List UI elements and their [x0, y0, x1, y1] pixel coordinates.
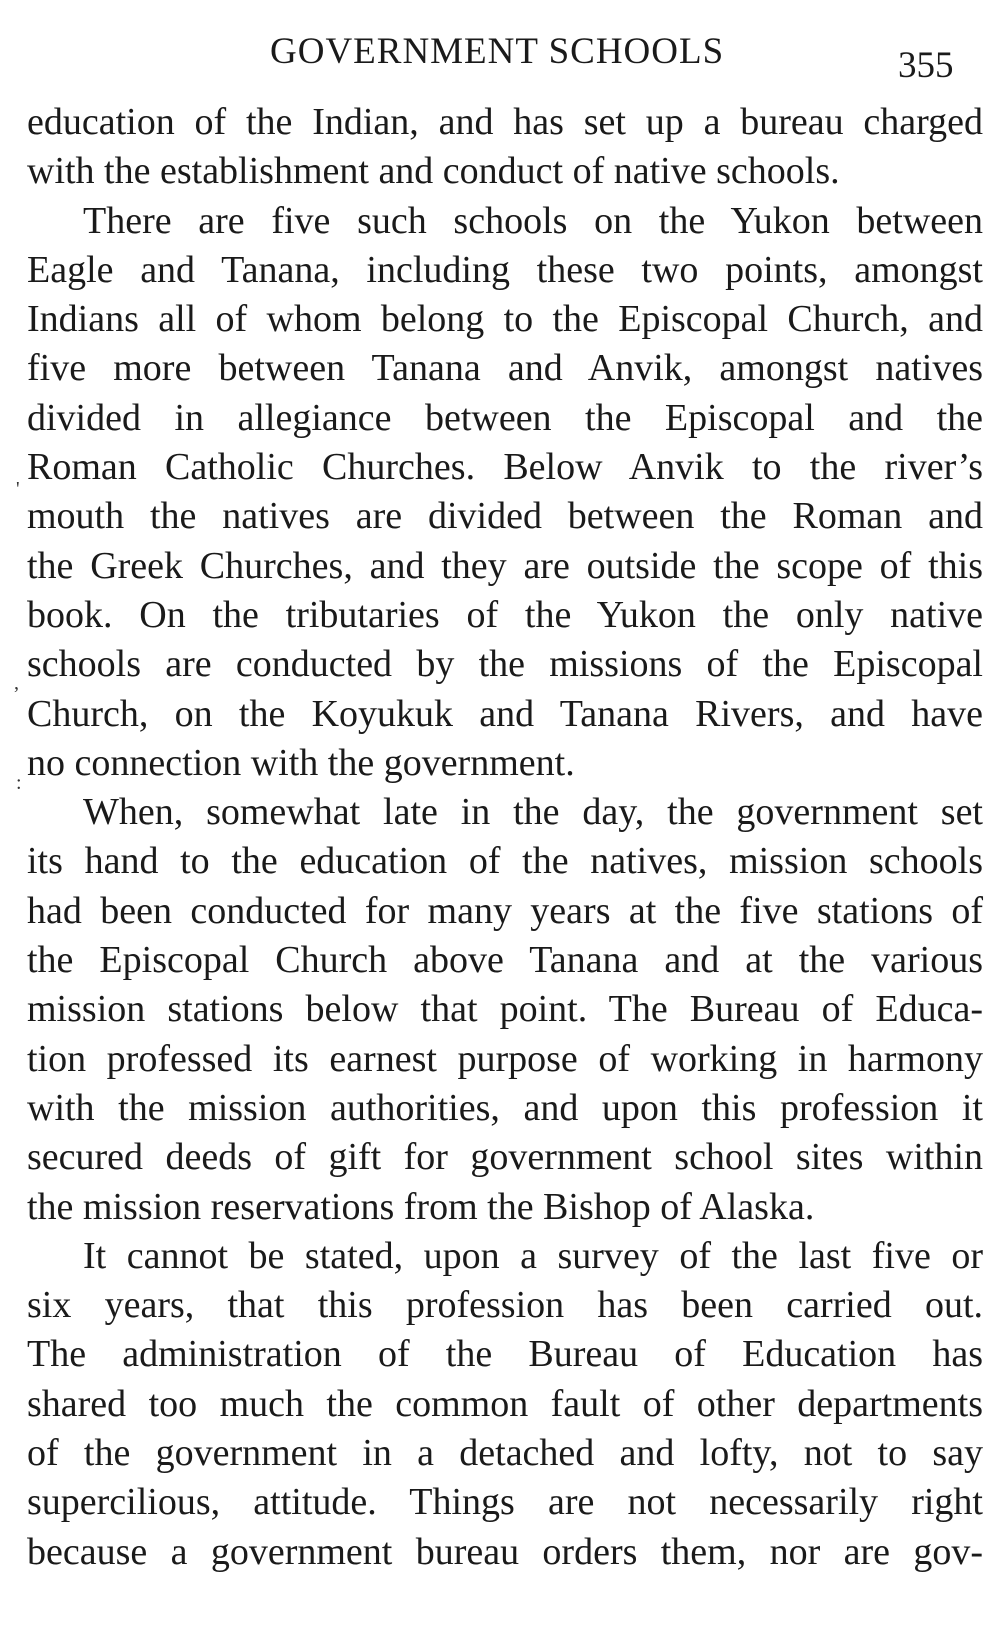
margin-speck: :	[16, 772, 22, 794]
text-line: supercilious, attitude. Things are not necessarily right	[27, 1481, 983, 1524]
text-line: the mission reservations from the Bishop of Alaska.	[27, 1185, 815, 1228]
text-line: mission stations below that point. The Bureau of Educa-	[27, 988, 983, 1031]
text-line: Roman Catholic Churches. Below Anvik to the river’s	[27, 446, 983, 489]
text-line: because a government bureau orders them, nor are gov-	[27, 1530, 983, 1573]
text-line: with the establishment and conduct of native schools.	[27, 150, 840, 193]
text-line: had been conducted for many years at the five stations of	[27, 889, 983, 932]
margin-speck: ,	[14, 672, 19, 694]
text-line: The administration of the Bureau of Education has	[27, 1333, 983, 1376]
paragraph-2	[27, 197, 983, 789]
text-line: When, somewhat late in the day, the government set	[83, 791, 983, 834]
text-line: shared too much the common fault of other departments	[27, 1382, 983, 1425]
text-line: its hand to the education of the natives, mission schools	[27, 840, 983, 883]
text-line: schools are conducted by the missions of the Episcopal	[27, 643, 983, 686]
text-line: secured deeds of gift for government school sites within	[27, 1136, 983, 1179]
text-line: with the mission authorities, and upon this profession it	[27, 1086, 983, 1129]
text-line: the Episcopal Church above Tanana and at the various	[27, 939, 983, 982]
text-line: five more between Tanana and Anvik, amongst natives	[27, 347, 983, 390]
text-line: divided in allegiance between the Episcopal and the	[27, 396, 983, 439]
text-line: Indians all of whom belong to the Episcopal Church, and	[27, 298, 983, 341]
margin-speck: '	[16, 478, 20, 500]
text-line: of the government in a detached and lofty, not to say	[27, 1432, 983, 1475]
text-line: mouth the natives are divided between the Roman and	[27, 495, 983, 538]
text-line: Church, on the Koyukuk and Tanana Rivers, and have	[27, 692, 983, 735]
text-line: There are five such schools on the Yukon between	[83, 199, 983, 242]
running-title: GOVERNMENT SCHOOLS	[270, 31, 725, 72]
text-line: Eagle and Tanana, including these two points, amongst	[27, 248, 983, 291]
text-line: the Greek Churches, and they are outside the scope of this	[27, 544, 983, 587]
paragraph-4	[27, 1232, 983, 1577]
text-line: education of the Indian, and has set up a bureau charged	[27, 101, 983, 143]
text-line: six years, that this profession has been carried out.	[27, 1284, 983, 1327]
text-line: It cannot be stated, upon a survey of the last five or	[83, 1234, 983, 1277]
body-text	[27, 98, 983, 1577]
text-line: book. On the tributaries of the Yukon the only native	[27, 593, 983, 636]
page-number: 355	[898, 45, 954, 86]
running-header	[0, 22, 1000, 86]
paragraph-3	[27, 788, 983, 1232]
paragraph-1	[27, 98, 983, 197]
text-line: tion professed its earnest purpose of working in harmony	[27, 1037, 983, 1080]
text-line: no connection with the government.	[27, 741, 575, 784]
